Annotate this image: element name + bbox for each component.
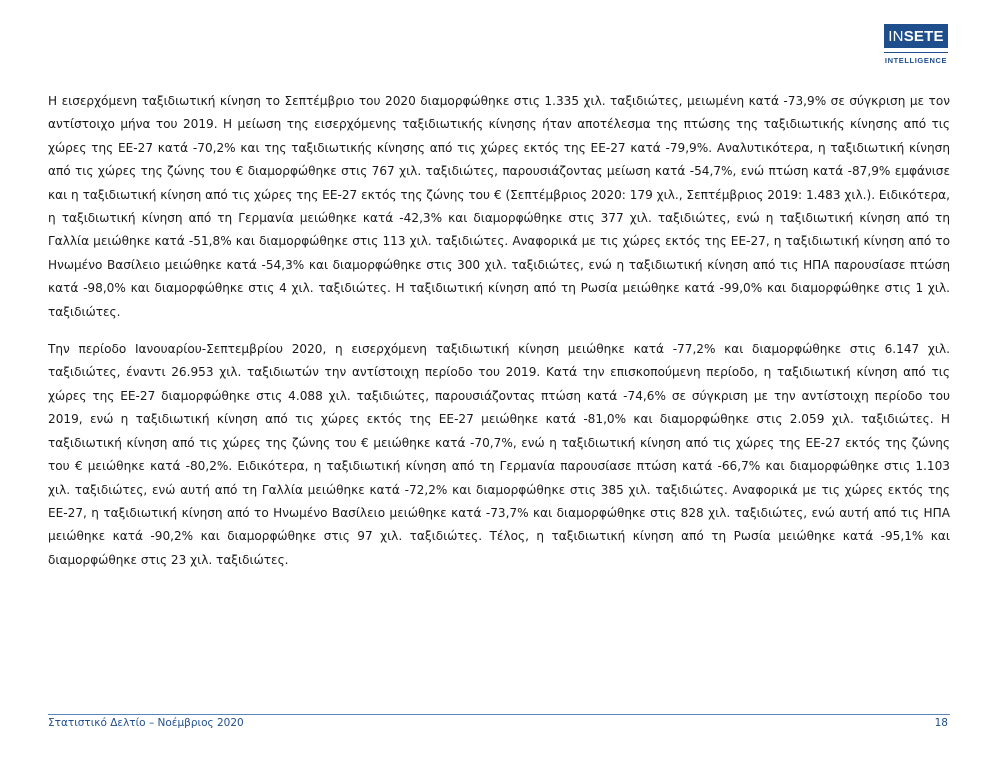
- paragraph-september: Η εισερχόμενη ταξιδιωτική κίνηση το Σεπτέμβριο του 2020 διαμορφώθηκε στις 1.335 χιλ. ταξιδιώτες, μειωμένη κατά -73,9% σε σύγκριση με τον αντίστοιχο μήνα του 2019. Η μείωση της εισερχόμενης ταξιδιωτικής κίνησης ήταν αποτέλεσμα της πτώσης της ταξιδιωτικής κίνησης από τις χώρες της ΕΕ-27 κατά -70,2% και της ταξιδιωτικής κίνησης από τις χώρες εκτός της ΕΕ-27 κατά -79,9%. Αναλυτικότερα, η ταξιδιωτική κίνηση από τις χώρες της ζώνης του € διαμορφώθηκε στις 767 χιλ. ταξιδιώτες, παρουσιάζοντας μείωση κατά -54,7%, ενώ πτώση κατά -87,9% εμφάνισε και η ταξιδιωτική κίνηση από τις χώρες της ΕΕ-27 εκτός της ζώνης του € (Σεπτέμβριος 2020: 179 χιλ., Σεπτέμβριος 2019: 1.483 χιλ.). Ειδικότερα, η ταξιδιωτική κίνηση από τη Γερμανία μειώθηκε κατά -42,3% και διαμορφώθηκε στις 377 χιλ. ταξιδιώτες, ενώ η ταξιδιωτική κίνηση από τη Γαλλία μειώθηκε κατά -51,8% και διαμορφώθηκε στις 113 χιλ. ταξιδιώτες. Αναφορικά με τις χώρες εκτός της ΕΕ-27, η ταξιδιωτική κίνηση από το Ηνωμένο Βασίλειο μειώθηκε κατά -54,3% και διαμορφώθηκε στις 300 χιλ. ταξιδιώτες, ενώ η ταξιδιωτική κίνηση από τις ΗΠΑ παρουσίασε πτώση κατά -98,0% και διαμορφώθηκε στις 4 χιλ. ταξιδιώτες. Η ταξιδιωτική κίνηση από τη Ρωσία μειώθηκε κατά -99,0% και διαμορφώθηκε στις 1 χιλ. ταξιδιώτες.: [48, 94, 950, 319]
- logo-text-in: IN: [888, 27, 904, 45]
- footer-title: Στατιστικό Δελτίο – Νοέμβριος 2020: [48, 717, 244, 729]
- logo-text-sete: SETE: [903, 27, 944, 45]
- footer-divider: [48, 714, 950, 715]
- insete-logo: [884, 24, 948, 65]
- paragraph-january-september: Την περίοδο Ιανουαρίου-Σεπτεμβρίου 2020, η εισερχόμενη ταξιδιωτική κίνηση μειώθηκε κατά -77,2% και διαμορφώθηκε στις 6.147 χιλ. ταξιδιώτες, έναντι 26.953 χιλ. ταξιδιωτών την αντίστοιχη περίοδο του 2019. Κατά την επισκοπούμενη περίοδο, η ταξιδιωτική κίνηση από τις χώρες της ΕΕ-27 διαμορφώθηκε στις 4.088 χιλ. ταξιδιώτες, παρουσιάζοντας πτώση κατά -74,6% σε σύγκριση με την αντίστοιχη περίοδο του 2019, ενώ η ταξιδιωτική κίνηση από τις χώρες εκτός της ΕΕ-27 μειώθηκε κατά -81,0% και διαμορφώθηκε στις 2.059 χιλ. ταξιδιώτες. Η ταξιδιωτική κίνηση από τις χώρες της ζώνης του € μειώθηκε κατά -70,7%, ενώ η ταξιδιωτική κίνηση από τις χώρες της ΕΕ-27 εκτός της ζώνης του € μειώθηκε κατά -80,2%. Ειδικότερα, η ταξιδιωτική κίνηση από τη Γερμανία παρουσίασε πτώση κατά -66,7% και διαμορφώθηκε στις 1.103 χιλ. ταξιδιώτες, ενώ αυτή από τη Γαλλία μειώθηκε κατά -72,2% και διαμορφώθηκε στις 385 χιλ. ταξιδιώτες. Αναφορικά με τις χώρες εκτός της ΕΕ-27, η ταξιδιωτική κίνηση από το Ηνωμένο Βασίλειο μειώθηκε κατά -73,7% και διαμορφώθηκε στις 828 χιλ. ταξιδιώτες, ενώ αυτή από τις ΗΠΑ μειώθηκε κατά -90,2% και διαμορφώθηκε στις 97 χιλ. ταξιδιώτες. Τέλος, η ταξιδιωτική κίνηση από τη Ρωσία μειώθηκε κατά -95,1% και διαμορφώθηκε στις 23 χιλ. ταξιδιώτες.: [48, 342, 950, 567]
- page-number: 18: [934, 717, 948, 729]
- logo-subtitle: INTELLIGENCE: [884, 52, 948, 65]
- logo-box: [884, 24, 948, 48]
- document-body: [48, 90, 950, 572]
